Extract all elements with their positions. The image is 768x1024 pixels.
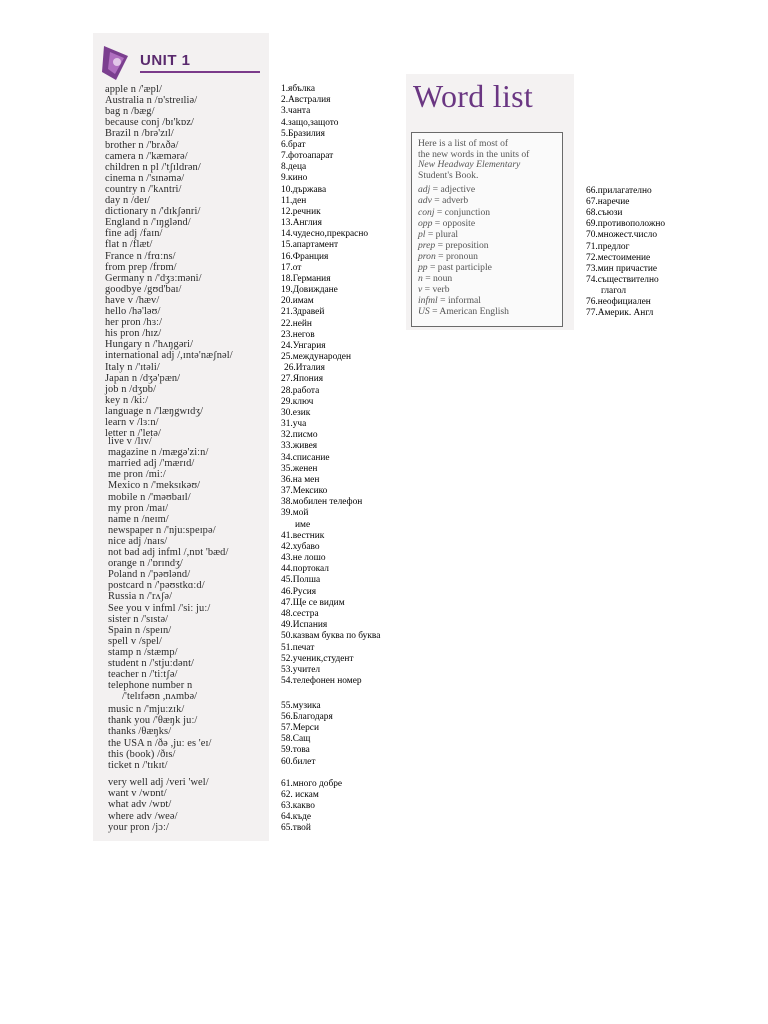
- unit-rule: [140, 71, 260, 73]
- word-list-title: Word list: [413, 78, 534, 114]
- english-entry: want v /wɒnt/: [108, 788, 167, 800]
- abbreviation-code: adv: [418, 195, 432, 207]
- bulgarian-translation: 55.музика: [281, 701, 321, 711]
- abbreviation-intro-line: the new words in the units of: [418, 148, 530, 160]
- bulgarian-translation: 77.Америк. Англ: [586, 308, 654, 319]
- bulgarian-translation: 70.множест.число: [586, 230, 658, 241]
- english-entry: my pron /maɪ/: [108, 502, 169, 514]
- bulgarian-translation: 47.Ще се видим: [281, 597, 345, 608]
- english-entry: married adj /'mærɪd/: [108, 458, 195, 470]
- abbreviation-intro-line: New Headway Elementary: [418, 159, 521, 171]
- english-entry: goodbye /gʊd'baɪ/: [105, 283, 182, 295]
- english-entry: Japan n /dʒə'pæn/: [105, 372, 181, 384]
- bulgarian-translation: 38.мобилен телефон: [281, 497, 363, 508]
- english-entry: cinema n /'sɪnəmə/: [105, 172, 185, 184]
- english-entry: the USA n /ðə ,juː es 'eɪ/: [108, 737, 212, 749]
- abbreviation-meaning: = adverb: [431, 195, 469, 207]
- bulgarian-translation: 51.печат: [281, 642, 315, 653]
- english-entry: flat n /flæt/: [105, 239, 153, 251]
- unit-title: UNIT 1: [140, 52, 191, 69]
- english-entry: /'telɪfəʊn ,nʌmbə/: [122, 691, 198, 703]
- bulgarian-translation: 34.списание: [281, 452, 330, 463]
- english-entry: Spain n /speɪn/: [108, 624, 172, 636]
- bulgarian-translation: 50.казвам буква по буква: [281, 631, 381, 642]
- english-entry: children n pl /'tʃɪldrən/: [105, 161, 201, 173]
- bulgarian-translation: име: [295, 519, 311, 530]
- abbreviation-meaning: = pronoun: [435, 250, 478, 262]
- english-entry: France n /frɑːns/: [105, 250, 176, 262]
- english-entry: Mexico n /'meksɪkəʊ/: [108, 480, 201, 492]
- english-entry: Russia n /'rʌʃə/: [108, 591, 173, 603]
- abbreviation-code: opp: [418, 217, 433, 229]
- bulgarian-translation: 56.Благодаря: [281, 712, 333, 723]
- bulgarian-translation: 37.Мексико: [281, 486, 328, 497]
- bulgarian-translation: 39.мой: [281, 508, 309, 519]
- bulgarian-translation: 62. искам: [281, 790, 319, 801]
- bulgarian-translation: 30.език: [281, 407, 311, 418]
- abbreviation-entry: [418, 273, 452, 284]
- english-entry: Poland n /'pəʊlənd/: [108, 569, 191, 581]
- english-entry: Hungary n /'hʌŋgəri/: [105, 339, 194, 351]
- abbreviation-entry: [418, 240, 489, 251]
- bulgarian-translation: 76.неофициален: [586, 297, 651, 307]
- english-entry: thanks /θæŋks/: [108, 726, 172, 738]
- abbreviation-entry: [418, 284, 450, 295]
- abbreviation-code: prep: [418, 239, 436, 251]
- abbreviation-meaning: = preposition: [435, 239, 489, 251]
- bulgarian-translation: 14.чудесно,прекрасно: [281, 229, 369, 240]
- abbreviation-meaning: = American English: [429, 305, 509, 317]
- english-entry: hello /hə'ləʊ/: [105, 306, 161, 317]
- english-entry: postcard n /'pəʊstkɑːd/: [108, 580, 205, 592]
- english-entry: letter n /'letə/: [105, 428, 161, 440]
- bulgarian-translation: 31.уча: [281, 419, 307, 430]
- english-entry: key n /kiː/: [105, 394, 149, 406]
- english-entry: dictionary n /'dɪkʃənri/: [105, 206, 201, 218]
- english-entry: camera n /'kæmərə/: [105, 150, 188, 162]
- english-entry: fine adj /faɪn/: [105, 228, 163, 240]
- bulgarian-translation: 29.ключ: [281, 396, 314, 407]
- bulgarian-translation: 3.чанта: [281, 106, 311, 117]
- english-entry: because conj /bɪ'kɒz/: [105, 117, 195, 129]
- abbreviation-code: conj: [418, 206, 435, 218]
- abbreviation-entry: [418, 262, 492, 273]
- bulgarian-translation: 73.мин причастие: [586, 263, 658, 274]
- abbreviation-entry: [418, 229, 458, 240]
- bulgarian-translation: 24.Унгария: [281, 340, 326, 351]
- bulgarian-translation: 7.фотоапарат: [281, 151, 334, 162]
- english-entry: newspaper n /'njuːspeɪpə/: [108, 524, 216, 536]
- english-entry: me pron /miː/: [108, 469, 166, 481]
- bulgarian-translation: 15.апартамент: [281, 240, 339, 251]
- english-entry: Italy n /'ɪtəli/: [105, 361, 160, 373]
- bulgarian-translation: 63.какво: [281, 801, 315, 812]
- bulgarian-translation: 46.Русия: [281, 586, 317, 597]
- english-entry: learn v /lɜːn/: [105, 417, 159, 428]
- abbreviation-intro-line: Here is a list of most of: [418, 138, 509, 149]
- english-entry: what adv /wɒt/: [108, 799, 172, 811]
- english-entry: country n /'kʌntri/: [105, 183, 182, 195]
- bulgarian-translation: 22.нейн: [281, 318, 312, 329]
- bulgarian-translation: 12.речник: [281, 206, 321, 217]
- abbreviation-meaning: = plural: [425, 228, 459, 240]
- abbreviation-entry: [418, 306, 509, 317]
- english-entry: this (book) /ðɪs/: [108, 748, 176, 760]
- bulgarian-translation: 4.защо,защото: [281, 117, 339, 128]
- english-entry: language n /'læŋgwɪdʒ/: [105, 405, 204, 417]
- english-entry: Brazil n /brə'zɪl/: [105, 128, 174, 140]
- bulgarian-translation: 21.Здравей: [281, 307, 325, 318]
- english-entry: ticket n /'tɪkɪt/: [108, 760, 168, 771]
- english-entry: not bad adj infml /,nɒt 'bæd/: [108, 547, 229, 558]
- english-entry: Germany n /'dʒɜːməni/: [105, 272, 202, 284]
- english-entry: teacher n /'tiːtʃə/: [108, 669, 178, 681]
- english-entry: Australia n /ɒ'streɪliə/: [105, 95, 198, 107]
- bulgarian-translation: 25.международен: [281, 352, 351, 363]
- english-entry: music n /'mjuːzɪk/: [108, 704, 185, 715]
- bulgarian-translation: 43.не лошо: [281, 553, 326, 564]
- english-entry: magazine n /mægə'ziːn/: [108, 447, 209, 459]
- bulgarian-translation: 8.деца: [281, 162, 307, 173]
- english-entry: where adv /weə/: [108, 810, 178, 822]
- english-entry: international adj /,ɪntə'næʃnəl/: [105, 350, 233, 362]
- bulgarian-translation: 58.Сащ: [281, 734, 311, 745]
- english-entry: very well adj /veri 'wel/: [108, 777, 209, 788]
- bulgarian-translation: 42.хубаво: [281, 541, 320, 552]
- bulgarian-translation: 17.от: [281, 262, 302, 273]
- bulgarian-translation: 74.съществително: [586, 274, 659, 285]
- english-entry: day n /deɪ/: [105, 195, 150, 206]
- bulgarian-translation: глагол: [601, 285, 627, 296]
- abbreviation-meaning: = past participle: [427, 261, 492, 273]
- bulgarian-translation: 11.ден: [281, 195, 307, 206]
- abbreviation-code: pl: [418, 228, 426, 240]
- bulgarian-translation: 20.имам: [281, 296, 314, 307]
- bulgarian-translation: 1.ябълка: [281, 84, 315, 94]
- bulgarian-translation: 71.предлог: [586, 241, 630, 252]
- bulgarian-translation: 10.държава: [281, 184, 327, 195]
- bulgarian-translation: 26.Италия: [284, 363, 325, 374]
- bulgarian-translation: 32.писмо: [281, 430, 318, 441]
- bulgarian-translation: 36.на мен: [281, 474, 320, 485]
- bulgarian-translation: 16.Франция: [281, 251, 329, 262]
- english-entry: nice adj /naɪs/: [108, 535, 168, 547]
- english-entry: spell v /spel/: [108, 635, 162, 647]
- bulgarian-translation: 64.къде: [281, 812, 312, 823]
- abbreviation-meaning: = opposite: [432, 217, 476, 229]
- unit-header: [96, 38, 264, 82]
- english-entry: from prep /frɒm/: [105, 261, 177, 273]
- abbreviation-meaning: = conjunction: [434, 206, 491, 218]
- english-entry: live v /lɪv/: [108, 436, 152, 447]
- bulgarian-translation: 18.Германия: [281, 273, 331, 284]
- english-entry: her pron /hɜː/: [105, 317, 163, 329]
- bulgarian-translation: 6.брат: [281, 139, 306, 150]
- bulgarian-translation: 48.сестра: [281, 608, 319, 619]
- bulgarian-translation: 52.ученик,студент: [281, 653, 354, 664]
- bulgarian-translation: 44.портокал: [281, 564, 329, 575]
- bulgarian-translation: 57.Мерси: [281, 723, 319, 734]
- abbreviation-entry: [418, 295, 481, 306]
- bulgarian-translation: 45.Полша: [281, 575, 321, 586]
- abbreviation-code: n: [418, 272, 423, 284]
- bulgarian-translation: 13.Англия: [281, 218, 322, 229]
- english-entry: student n /'stjuːdənt/: [108, 658, 195, 669]
- english-entry: thank you /'θæŋk juː/: [108, 715, 198, 727]
- bulgarian-translation: 19.Довиждане: [281, 285, 338, 296]
- bulgarian-translation: 35.женен: [281, 463, 318, 474]
- abbreviation-entry: [418, 218, 475, 229]
- bulgarian-translation: 53.учител: [281, 664, 321, 675]
- bulgarian-translation: 41.вестник: [281, 530, 325, 541]
- english-entry: stamp n /stæmp/: [108, 646, 178, 658]
- bulgarian-translation: 66.прилагателно: [586, 186, 652, 196]
- english-entry: telephone number n: [108, 680, 193, 692]
- abbreviation-entry: [418, 184, 475, 195]
- bulgarian-translation: 72.местоимение: [586, 252, 651, 263]
- bulgarian-translation: 33.живея: [281, 441, 318, 452]
- abbreviation-code: pron: [418, 250, 436, 262]
- english-entry: apple n /'æpl/: [105, 84, 162, 95]
- bulgarian-translation: 60.билет: [281, 756, 316, 767]
- bulgarian-translation: 69.противоположно: [586, 219, 666, 230]
- unit-badge-icon: [100, 42, 134, 82]
- abbreviation-code: infml: [418, 294, 438, 306]
- abbreviation-meaning: = adjective: [430, 184, 476, 196]
- bulgarian-translation: 67.наречие: [586, 197, 630, 208]
- english-entry: have v /hæv/: [105, 294, 160, 306]
- english-entry: his pron /hɪz/: [105, 328, 162, 340]
- bulgarian-translation: 27.Япония: [281, 374, 324, 385]
- abbreviation-meaning: = informal: [437, 294, 481, 306]
- abbreviation-intro-line: Student's Book.: [418, 169, 479, 181]
- english-entry: job n /dʒɒb/: [105, 383, 157, 395]
- abbreviation-code: adj: [418, 184, 431, 196]
- english-entry: your pron /jɔː/: [108, 821, 169, 833]
- bulgarian-translation: 2.Австралия: [281, 95, 331, 106]
- english-entry: bag n /bæg/: [105, 106, 155, 118]
- abbreviation-code: v: [418, 283, 423, 295]
- bulgarian-translation: 61.много добре: [281, 779, 343, 789]
- abbreviation-code: US: [418, 305, 430, 317]
- english-entry: orange n /'ɒrɪndʒ/: [108, 558, 183, 570]
- english-entry: brother n /'brʌðə/: [105, 139, 179, 151]
- bulgarian-translation: 68.съюзи: [586, 208, 623, 219]
- english-entry: England n /'ɪŋglənd/: [105, 217, 191, 229]
- abbreviation-code: pp: [418, 261, 428, 273]
- english-entry: mobile n /'məʊbaɪl/: [108, 491, 191, 503]
- abbreviation-entry: [418, 207, 490, 218]
- bulgarian-translation: 28.работа: [281, 385, 320, 396]
- bulgarian-translation: 59.това: [281, 745, 310, 756]
- bulgarian-translation: 54.телефонен номер: [281, 676, 362, 686]
- bulgarian-translation: 49.Испания: [281, 620, 328, 631]
- bulgarian-translation: 9.кино: [281, 173, 308, 184]
- abbreviation-meaning: = noun: [422, 272, 453, 284]
- bulgarian-translation: 23.негов: [281, 329, 315, 340]
- bulgarian-translation: 5.Бразилия: [281, 128, 325, 139]
- abbreviation-entry: [418, 251, 478, 262]
- bulgarian-translation: 65.твой: [281, 823, 311, 834]
- abbreviation-entry: [418, 195, 468, 206]
- english-entry: See you v infml /'siː juː/: [108, 602, 211, 614]
- english-entry: sister n /'sɪstə/: [108, 613, 169, 625]
- english-entry: name n /neɪm/: [108, 513, 169, 525]
- abbreviation-meaning: = verb: [422, 283, 450, 295]
